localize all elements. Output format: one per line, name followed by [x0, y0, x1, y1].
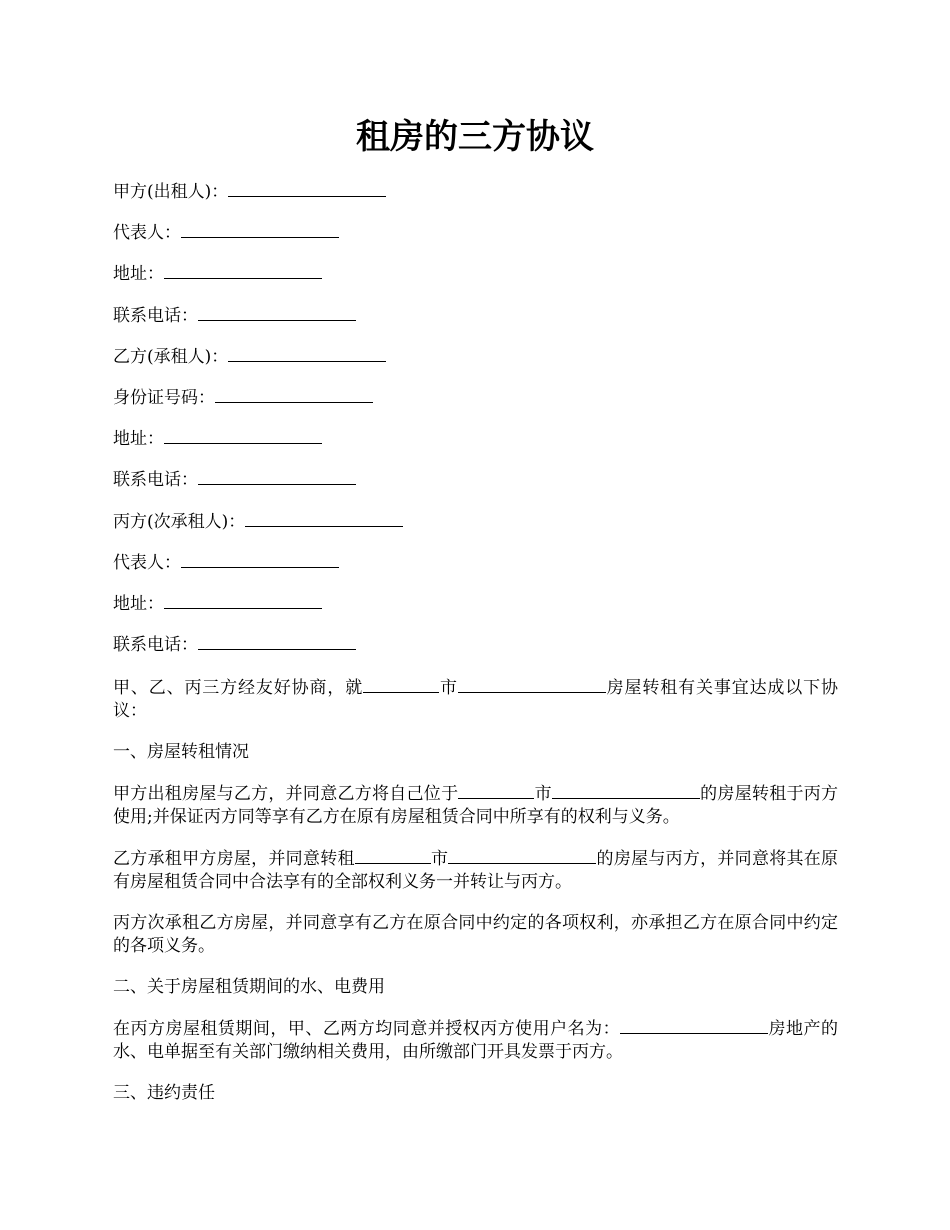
field-lessor [113, 178, 838, 219]
field-lessor-representative [113, 219, 838, 260]
section1-paragraph-1 [113, 782, 838, 829]
text-span: 乙方承租甲方房屋，并同意转租 [113, 849, 355, 869]
blank-line [620, 1017, 768, 1034]
field-label: 联系电话： [113, 305, 198, 326]
text-span: 在丙方房屋租赁期间，甲、乙两方均同意并授权丙方使用户名为： [113, 1019, 621, 1039]
blank-line [458, 782, 534, 799]
field-lessor-phone [113, 302, 838, 343]
section2-paragraph-1 [113, 1017, 838, 1064]
field-lessee-phone [113, 466, 838, 507]
field-sublessee [113, 508, 838, 549]
section1-paragraph-3: 丙方次承租乙方房屋，并同意享有乙方在原合同中约定的各项权利，亦承担乙方在原合同中约定的各项义务。 [113, 913, 838, 956]
field-sublessee-address [113, 590, 838, 631]
text-span: 的房屋转租于丙方使用;并保证丙方同等享有乙方在原有房屋租赁合同中所享有的权利与义务。 [113, 784, 839, 827]
blank-line [448, 847, 596, 864]
blank-line [355, 847, 431, 864]
text-span: 市 [534, 784, 552, 804]
section1-paragraph-2 [113, 847, 838, 894]
text-span: 房屋转租有关事宜达成以下协议： [113, 678, 839, 721]
section-heading-3: 三、违约责任 [113, 1083, 215, 1103]
field-label: 身份证号码： [113, 387, 215, 408]
blank-line [181, 549, 339, 568]
field-lessor-address [113, 260, 838, 301]
blank-line [228, 343, 386, 362]
section-heading-1: 一、房屋转租情况 [113, 742, 249, 762]
blank-line [245, 508, 403, 527]
section-heading-2: 二、关于房屋租赁期间的水、电费用 [113, 977, 385, 997]
field-label: 地址： [113, 429, 164, 450]
field-sublessee-representative [113, 549, 838, 590]
blank-line [198, 466, 356, 485]
field-label: 代表人： [113, 223, 181, 244]
blank-line [198, 631, 356, 650]
field-label: 地址： [113, 593, 164, 614]
party-info-fields [113, 178, 838, 672]
field-label: 联系电话： [113, 470, 198, 491]
field-lessee [113, 343, 838, 384]
blank-line [458, 676, 606, 693]
blank-line [228, 178, 386, 197]
field-lessee-id-number [113, 384, 838, 425]
text-span: 市 [439, 678, 458, 698]
blank-line [181, 219, 339, 238]
field-label: 联系电话： [113, 635, 198, 656]
field-label: 地址： [113, 264, 164, 285]
intro-paragraph [113, 676, 838, 723]
text-span: 市 [430, 849, 449, 869]
field-label: 甲方(出租人)： [113, 182, 229, 202]
field-lessee-address [113, 425, 838, 466]
document-title: 租房的三方协议 [356, 117, 594, 157]
field-label: 乙方(承租人)： [113, 346, 229, 367]
agreement-body [113, 676, 838, 1123]
field-sublessee-phone [113, 631, 838, 672]
field-label: 代表人： [113, 552, 181, 573]
text-span: 的房屋与丙方，并同意将其在原有房屋租赁合同中合法享有的全部权利义务一并转让与丙方。 [113, 849, 839, 892]
text-span: 房地产的水、电单据至有关部门缴纳相关费用，由所缴部门开具发票于丙方。 [113, 1019, 839, 1062]
blank-line [552, 782, 700, 799]
blank-line [198, 302, 356, 321]
blank-line [215, 384, 373, 403]
blank-line [363, 676, 439, 693]
blank-line [164, 590, 322, 609]
text-span: 甲方出租房屋与乙方，并同意乙方将自己位于 [113, 784, 459, 804]
blank-line [164, 425, 322, 444]
blank-line [164, 260, 322, 279]
text-span: 甲、乙、丙三方经友好协商，就 [113, 678, 364, 698]
field-label: 丙方(次承租人)： [113, 511, 246, 532]
